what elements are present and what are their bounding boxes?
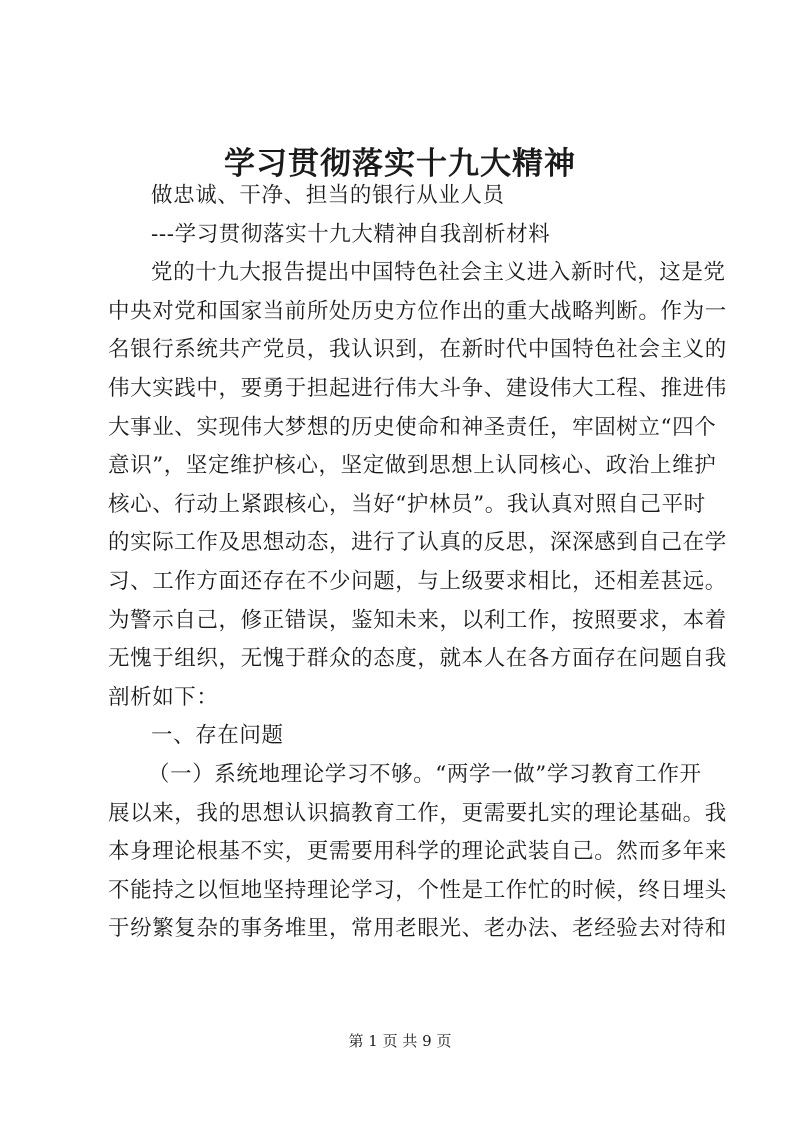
paragraph-line: 伟大实践中，要勇于担起进行伟大斗争、建设伟大工程、推进伟 bbox=[108, 375, 727, 401]
document-title: 学习贯彻落实十九大精神 bbox=[224, 146, 576, 182]
paragraph-line: 习、工作方面还存在不少问题，与上级要求相比，还相差甚远。 bbox=[108, 568, 727, 594]
paragraph-line: 展以来，我的思想认识搞教育工作，更需要扎实的理论基础。我 bbox=[108, 800, 727, 826]
paragraph-line: 意识”，坚定维护核心，坚定做到思想上认同核心、政治上维护 bbox=[108, 453, 717, 479]
paragraph-line: 无愧于组织，无愧于群众的态度，就本人在各方面存在问题自我 bbox=[108, 646, 727, 672]
paragraph-line: 大事业、实现伟大梦想的历史使命和神圣责任，牢固树立“四个 bbox=[108, 414, 717, 440]
paragraph-line: 本身理论根基不实，更需要用科学的理论武装自己。然而多年来 bbox=[108, 839, 727, 865]
subtitle-line: 做忠诚、干净、担当的银行从业人员 bbox=[151, 183, 505, 208]
paragraph-line: （一）系统地理论学习不够。“两学一做”学习教育工作开 bbox=[148, 761, 702, 787]
paragraph-line: 为警示自己，修正错误，鉴知未来，以利工作，按照要求，本着 bbox=[108, 607, 727, 633]
paragraph-line: 党的十九大报告提出中国特色社会主义进入新时代，这是党 bbox=[151, 260, 726, 286]
paragraph-line: 中央对党和国家当前所处历史方位作出的重大战略判断。作为一 bbox=[108, 298, 727, 324]
page-number-footer: 第 1 页 共 9 页 bbox=[348, 1032, 452, 1050]
section-heading: 一、存在问题 bbox=[151, 723, 284, 749]
paragraph-line: 剖析如下： bbox=[108, 684, 219, 710]
document-body bbox=[108, 177, 727, 949]
paragraph-line: 核心、行动上紧跟核心，当好“护林员”。我认真对照自己平时 bbox=[108, 491, 706, 517]
paragraph-line: 名银行系统共产党员，我认识到，在新时代中国特色社会主义的 bbox=[108, 337, 727, 363]
paragraph-line: 的实际工作及思想动态，进行了认真的反思，深深感到自己在学 bbox=[108, 530, 727, 556]
paragraph-line: 于纷繁复杂的事务堆里，常用老眼光、老办法、老经验去对待和 bbox=[108, 916, 727, 942]
paragraph-line: 不能持之以恒地坚持理论学习，个性是工作忙的时候，终日埋头 bbox=[108, 877, 727, 903]
subtitle-line: ---学习贯彻落实十九大精神自我剖析材料 bbox=[151, 221, 551, 247]
